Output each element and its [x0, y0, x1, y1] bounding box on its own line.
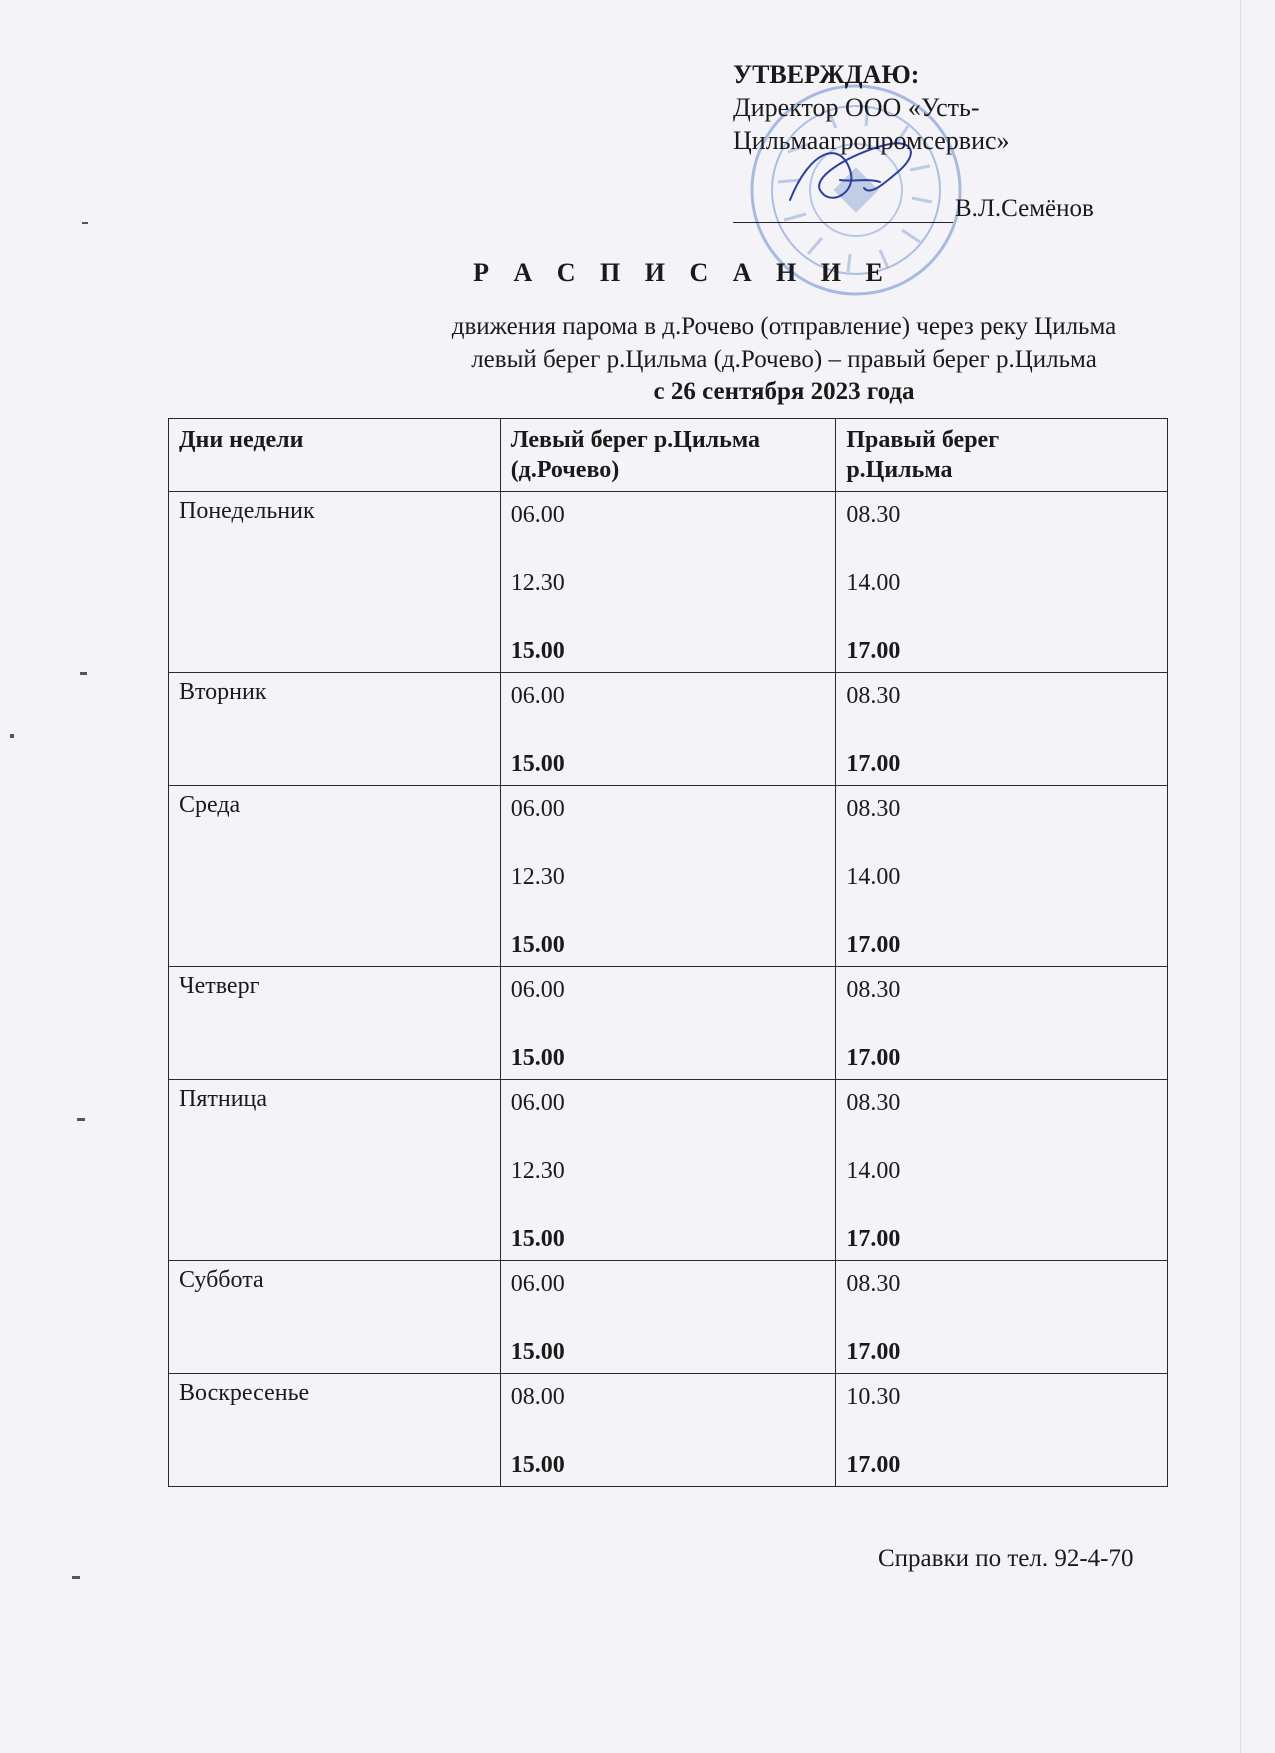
document-title: Р А С П И С А Н И Е — [473, 258, 892, 287]
scan-speck — [77, 1118, 85, 1121]
day-name: Четверг — [179, 973, 260, 999]
departure-time: 06.00 — [510, 1090, 565, 1116]
table-row — [169, 1374, 1168, 1487]
departure-time: 15.00 — [510, 1452, 565, 1478]
departure-time: 15.00 — [510, 751, 565, 777]
cell-right-bank-times — [836, 673, 1168, 786]
departure-time: 17.00 — [846, 638, 901, 664]
departure-time: 15.00 — [510, 638, 565, 664]
phone-note: Справки по тел. 92-4-70 — [878, 1545, 1134, 1572]
departure-time: 14.00 — [846, 1158, 901, 1184]
departure-time: 12.30 — [510, 1158, 565, 1184]
departure-time: 06.00 — [510, 796, 565, 822]
departure-time: 15.00 — [510, 932, 565, 958]
signature-row — [733, 195, 1094, 223]
cell-right-bank-times — [836, 786, 1168, 967]
cell-right-bank-times — [836, 1080, 1168, 1261]
day-name: Понедельник — [179, 498, 315, 524]
departure-time: 17.00 — [846, 1226, 901, 1252]
day-name: Вторник — [179, 679, 267, 705]
header-day-label: Дни недели — [179, 427, 304, 453]
table-row — [169, 1080, 1168, 1261]
table-row — [169, 673, 1168, 786]
cell-left-bank-times — [500, 492, 836, 673]
document-subtitle-line1: движения парома в д.Рочево (отправление) через реку Цильма — [451, 313, 1117, 340]
scan-speck — [10, 734, 14, 738]
departure-time: 08.00 — [510, 1384, 565, 1410]
document-subtitle-line2: левый берег р.Цильма (д.Рочево) – правый берег р.Цильма — [471, 346, 1097, 373]
cell-right-bank-times — [836, 1374, 1168, 1487]
day-name: Пятница — [179, 1086, 268, 1112]
departure-time: 06.00 — [510, 683, 565, 709]
departure-time: 14.00 — [846, 570, 901, 596]
day-name: Воскресенье — [179, 1380, 310, 1406]
header-left-bank — [500, 419, 836, 492]
departure-time: 12.30 — [510, 864, 565, 890]
scan-speck — [82, 222, 88, 224]
scan-speck — [72, 1576, 80, 1579]
departure-time: 17.00 — [846, 1045, 901, 1071]
departure-time: 06.00 — [510, 977, 565, 1003]
day-name: Суббота — [179, 1267, 264, 1293]
cell-left-bank-times — [500, 967, 836, 1080]
table-row — [169, 492, 1168, 673]
cell-right-bank-times — [836, 492, 1168, 673]
departure-time: 06.00 — [510, 502, 565, 528]
departure-time: 06.00 — [510, 1271, 565, 1297]
signature-line — [733, 196, 953, 223]
approval-position-line2: Цильмаагропромсервис» — [733, 126, 1010, 155]
header-left-line2: (д.Рочево) — [510, 457, 620, 483]
cell-left-bank-times — [500, 1374, 836, 1487]
departure-time: 15.00 — [510, 1226, 565, 1252]
header-day — [169, 419, 501, 492]
schedule-body — [169, 492, 1168, 1487]
cell-day — [169, 492, 501, 673]
departure-time: 08.30 — [846, 683, 901, 709]
table-header-row — [169, 419, 1168, 492]
departure-time: 08.30 — [846, 1090, 901, 1116]
cell-day — [169, 967, 501, 1080]
cell-right-bank-times — [836, 1261, 1168, 1374]
document-effective-date: с 26 сентября 2023 года — [653, 378, 915, 405]
header-right-bank — [836, 419, 1168, 492]
departure-time: 08.30 — [846, 977, 901, 1003]
approval-position-line1: Директор ООО «Усть- — [733, 93, 980, 122]
header-right-line1: Правый берег — [846, 427, 1000, 453]
departure-time: 17.00 — [846, 1452, 901, 1478]
departure-time: 08.30 — [846, 1271, 901, 1297]
departure-time: 12.30 — [510, 570, 565, 596]
scan-speck — [80, 672, 87, 675]
departure-time: 08.30 — [846, 502, 901, 528]
table-row — [169, 786, 1168, 967]
cell-left-bank-times — [500, 1261, 836, 1374]
departure-time: 17.00 — [846, 1339, 901, 1365]
cell-left-bank-times — [500, 673, 836, 786]
cell-day — [169, 1374, 501, 1487]
schedule-table — [168, 418, 1168, 1487]
departure-time: 08.30 — [846, 796, 901, 822]
cell-day — [169, 786, 501, 967]
cell-day — [169, 1080, 501, 1261]
table-row — [169, 1261, 1168, 1374]
approval-title: УТВЕРЖДАЮ: — [733, 60, 920, 89]
cell-right-bank-times — [836, 967, 1168, 1080]
signatory-name: В.Л.Семёнов — [955, 195, 1094, 222]
day-name: Среда — [179, 792, 241, 818]
departure-time: 10.30 — [846, 1384, 901, 1410]
approval-block — [733, 58, 1010, 157]
departure-time: 14.00 — [846, 864, 901, 890]
departure-time: 15.00 — [510, 1045, 565, 1071]
cell-left-bank-times — [500, 1080, 836, 1261]
cell-day — [169, 673, 501, 786]
departure-time: 17.00 — [846, 751, 901, 777]
cell-left-bank-times — [500, 786, 836, 967]
departure-time: 17.00 — [846, 932, 901, 958]
departure-time: 15.00 — [510, 1339, 565, 1365]
header-left-line1: Левый берег р.Цильма — [510, 427, 761, 453]
table-row — [169, 967, 1168, 1080]
header-right-line2: р.Цильма — [846, 457, 953, 483]
cell-day — [169, 1261, 501, 1374]
